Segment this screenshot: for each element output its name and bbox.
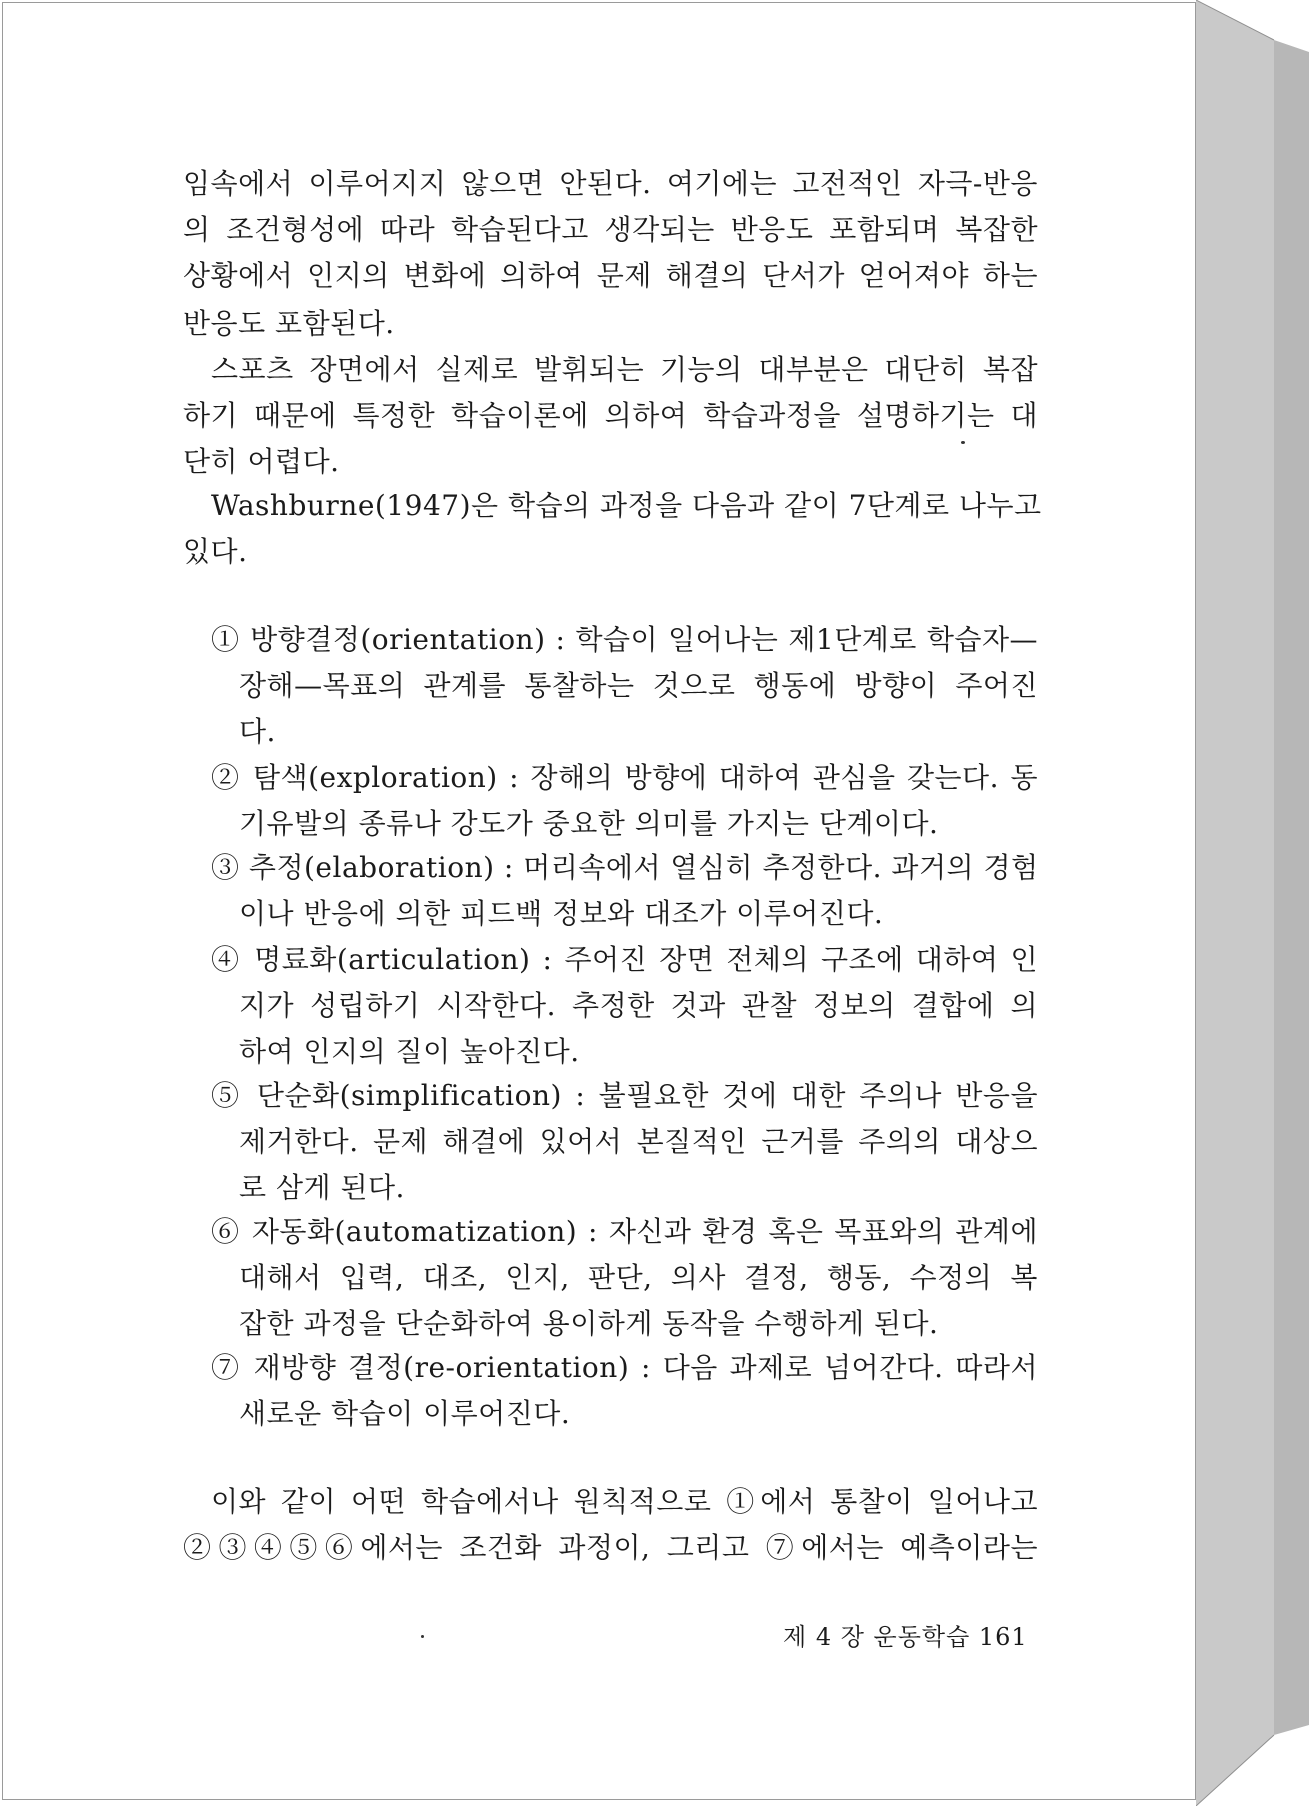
step-4-line-3: 하여 인지의 질이 높아진다. <box>239 1035 580 1068</box>
step-4-line-2: 지가 성립하기 시작한다. 추정한 것과 관찰 정보의 결합에 의 <box>239 989 1038 1022</box>
paragraph-1-line-4: 반응도 포함된다. <box>183 307 395 340</box>
paragraph-3-line-1: Washburne(1947)은 학습의 과정을 다음과 같이 7단계로 나누고 <box>211 489 1042 522</box>
book-page <box>2 2 1196 1800</box>
step-5-line-2: 제거한다. 문제 해결에 있어서 본질적인 근거를 주의의 대상으 <box>239 1125 1038 1158</box>
step-6-line-3: 잡한 과정을 단순화하여 용이하게 동작을 수행하게 된다. <box>239 1307 939 1340</box>
step-2-line-2: 기유발의 종류나 강도가 중요한 의미를 가지는 단계이다. <box>239 807 939 840</box>
step-3-line-2: 이나 반응에 의한 피드백 정보와 대조가 이루어진다. <box>239 897 884 930</box>
scan-speck <box>961 441 965 444</box>
paragraph-4-line-2: ②③④⑤⑥에서는 조건화 과정이, 그리고 ⑦에서는 예측이라는 <box>183 1531 1038 1564</box>
step-2-line-1: ② 탐색(exploration) : 장해의 방향에 대하여 관심을 갖는다. 동 <box>211 761 1038 794</box>
step-6-line-1: ⑥ 자동화(automatization) : 자신과 환경 혹은 목표와의 관계에 <box>211 1215 1038 1248</box>
paragraph-4-line-1: 이와 같이 어떤 학습에서나 원칙적으로 ①에서 통찰이 일어나고 <box>211 1485 1038 1518</box>
paragraph-2-line-3: 단히 어렵다. <box>183 445 340 478</box>
step-6-line-2: 대해서 입력, 대조, 인지, 판단, 의사 결정, 행동, 수정의 복 <box>239 1261 1038 1294</box>
paragraph-1-line-2: 의 조건형성에 따라 학습된다고 생각되는 반응도 포함되며 복잡한 <box>183 213 1038 246</box>
step-3-line-1: ③ 추정(elaboration) : 머리속에서 열심히 추정한다. 과거의 경험 <box>211 851 1039 884</box>
step-7-line-2: 새로운 학습이 이루어진다. <box>239 1397 571 1430</box>
step-5-line-3: 로 삼게 된다. <box>239 1171 405 1204</box>
step-7-line-1: ⑦ 재방향 결정(re-orientation) : 다음 과제로 넘어간다. 따라서 <box>211 1351 1038 1384</box>
paragraph-3-line-2: 있다. <box>183 535 248 568</box>
step-1-line-2: 장해—목표의 관계를 통찰하는 것으로 행동에 방향이 주어진 <box>239 669 1038 702</box>
step-1-line-1: ① 방향결정(orientation) : 학습이 일어나는 제1단계로 학습자— <box>211 623 1038 656</box>
paragraph-1-line-1: 임속에서 이루어지지 않으면 안된다. 여기에는 고전적인 자극-반응 <box>183 167 1038 200</box>
page-footer: 제 4 장 운동학습 161 <box>783 1623 1028 1651</box>
paragraph-2-line-1: 스포츠 장면에서 실제로 발휘되는 기능의 대부분은 대단히 복잡 <box>211 353 1038 386</box>
book-page-edge <box>1196 0 1309 1806</box>
paragraph-1-line-3: 상황에서 인지의 변화에 의하여 문제 해결의 단서가 얻어져야 하는 <box>183 259 1038 292</box>
step-1-line-3: 다. <box>239 715 276 748</box>
paragraph-2-line-2: 하기 때문에 특정한 학습이론에 의하여 학습과정을 설명하기는 대 <box>183 399 1038 432</box>
step-5-line-1: ⑤ 단순화(simplification) : 불필요한 것에 대한 주의나 반응을 <box>211 1079 1038 1112</box>
step-4-line-1: ④ 명료화(articulation) : 주어진 장면 전체의 구조에 대하여 인 <box>211 943 1038 976</box>
scan-speck <box>421 1635 424 1638</box>
